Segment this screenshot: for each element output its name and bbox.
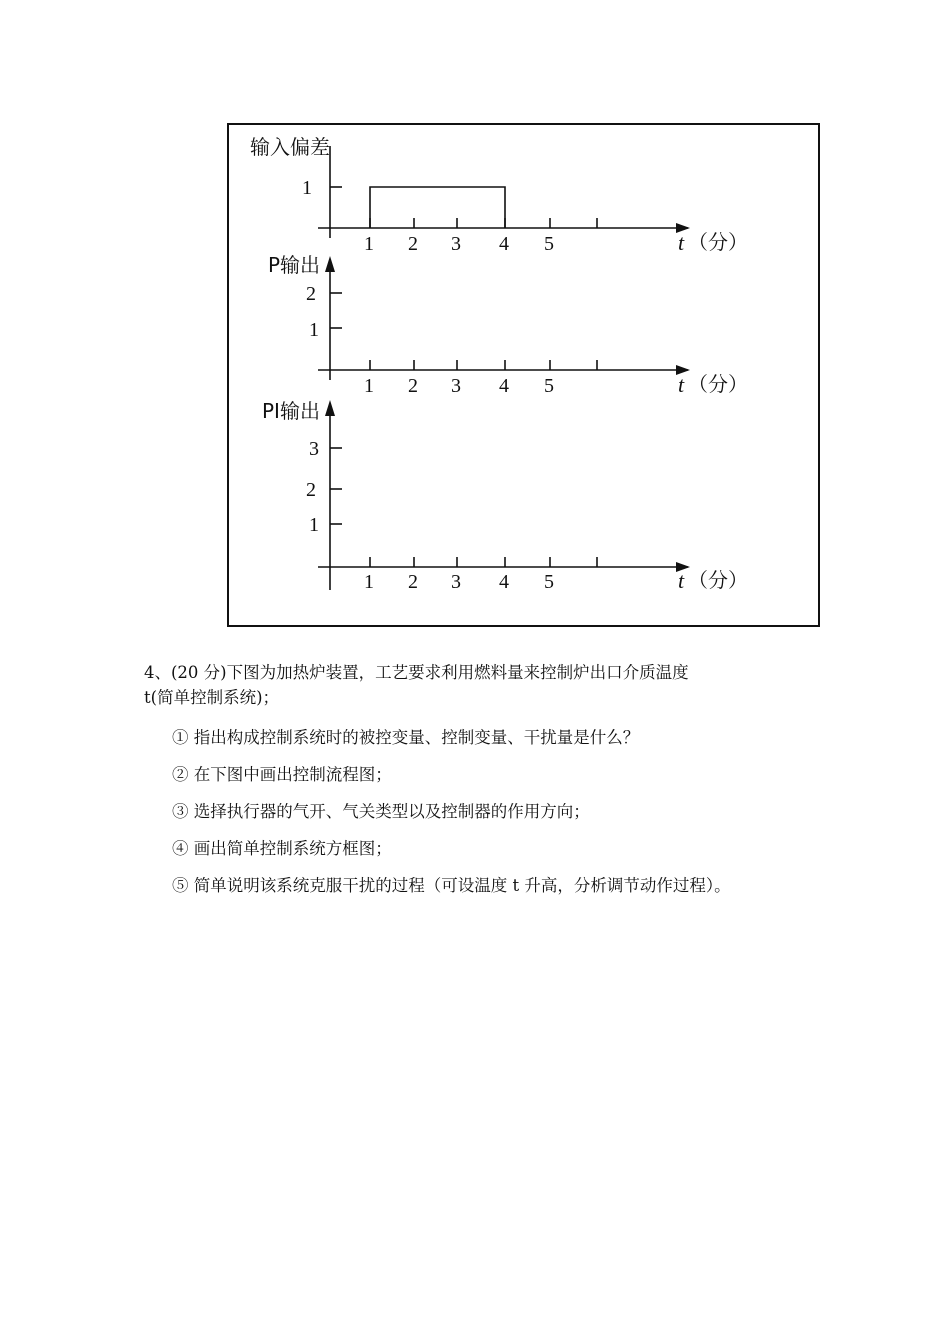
panel-1-xtick-4: 4 <box>499 233 509 255</box>
panel-3-unit: （分） <box>688 568 748 592</box>
panel-3-y-arrow <box>325 400 335 416</box>
sub-question-1: ① 指出构成控制系统时的被控变量、控制变量、干扰量是什么？ <box>172 728 640 747</box>
panel-2-unit: （分） <box>688 372 748 396</box>
panel-2-xtick-1: 1 <box>364 375 374 397</box>
question-statement-line-1: 4、(20 分)下图为加热炉装置，工艺要求利用燃料量来控制炉出口介质温度 <box>144 663 689 682</box>
panel-1-xtick-marks <box>370 218 597 228</box>
panel-3-xtick-4: 4 <box>499 571 509 593</box>
panel-2-ylabel: P输出 <box>268 253 321 277</box>
panel-3-ytick-1: 1 <box>309 514 319 536</box>
panel-1-xtick-2: 2 <box>408 233 418 255</box>
panel-1-ytick-1: 1 <box>302 177 312 199</box>
panel-pi-output <box>262 399 748 593</box>
response-figure <box>0 0 950 640</box>
panel-2-xtick-3: 3 <box>451 375 461 397</box>
panel-3-xtick-1: 1 <box>364 571 374 593</box>
panel-3-ytick-2: 2 <box>306 479 316 501</box>
panel-2-xtick-4: 4 <box>499 375 509 397</box>
panel-2-y-arrow <box>325 256 335 272</box>
figure-svg <box>0 0 950 640</box>
sub-question-5: ⑤ 简单说明该系统克服干扰的过程（可设温度 t 升高，分析调节动作过程）。 <box>172 876 731 895</box>
panel-3-xtick-2: 2 <box>408 571 418 593</box>
panel-1-ylabel: 输入偏差 <box>250 135 330 159</box>
panel-2-ytick-1: 1 <box>309 319 319 341</box>
panel-1-unit: （分） <box>688 230 748 254</box>
panel-2-xlabel: t <box>678 372 685 397</box>
panel-p-output <box>268 253 748 397</box>
sub-question-list <box>144 719 844 904</box>
panel-2-ytick-2: 2 <box>306 283 316 305</box>
sub-question-4: ④ 画出简单控制系统方框图； <box>172 839 392 858</box>
panel-3-ylabel: PI输出 <box>262 399 320 423</box>
panel-3-ytick-3: 3 <box>309 438 319 460</box>
panel-3-xtick-marks <box>370 557 597 567</box>
panel-3-xtick-3: 3 <box>451 571 461 593</box>
question-4 <box>144 660 844 904</box>
panel-1-xlabel: t <box>678 230 685 255</box>
sub-question-3: ③ 选择执行器的气开、气关类型以及控制器的作用方向； <box>172 802 590 821</box>
panel-3-xtick-5: 5 <box>544 571 554 593</box>
panel-1-xtick-1: 1 <box>364 233 374 255</box>
pulse-signal <box>370 187 505 228</box>
sub-question-2: ② 在下图中画出控制流程图； <box>172 765 392 784</box>
question-statement-line-2: t(简单控制系统)； <box>144 688 280 707</box>
panel-1-xtick-3: 3 <box>451 233 461 255</box>
panel-1-xtick-5: 5 <box>544 233 554 255</box>
panel-3-xlabel: t <box>678 568 685 593</box>
panel-2-xtick-5: 5 <box>544 375 554 397</box>
panel-input-deviation <box>250 135 748 255</box>
panel-2-xtick-marks <box>370 360 597 370</box>
panel-2-xtick-2: 2 <box>408 375 418 397</box>
